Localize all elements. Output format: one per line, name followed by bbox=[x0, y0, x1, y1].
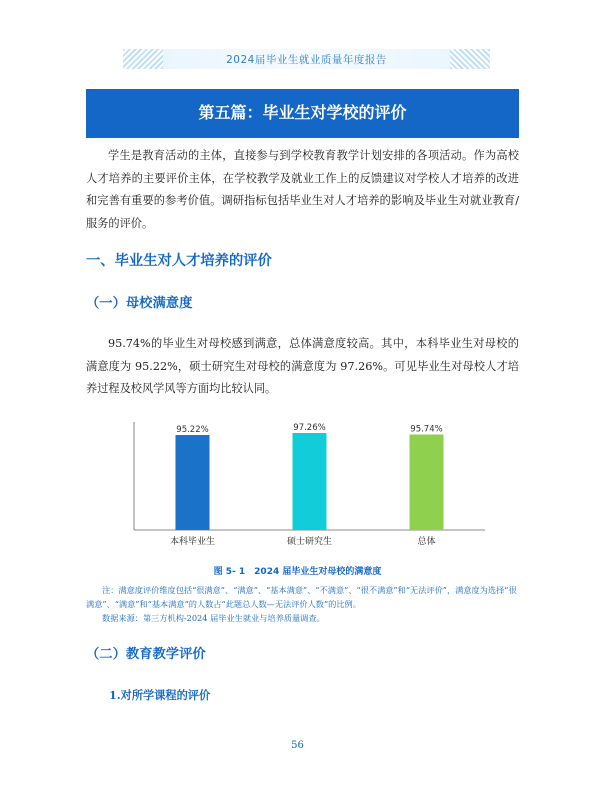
satisfaction-paragraph: 95.74%的毕业生对母校感到满意，总体满意度较高。其中，本科毕业生对母校的满意度为 95.22%，硕士研究生对母校的满意度为 97.26%。可见毕业生对母校人才培养过程及校风学风等方面均比较认同。 bbox=[86, 337, 519, 395]
data-label-1: 97.26% bbox=[293, 423, 326, 433]
category-label-0: 本科毕业生 bbox=[169, 537, 216, 547]
bar-2 bbox=[410, 435, 444, 530]
subsubsection-heading-courses: 1.对所学课程的评价 bbox=[109, 688, 211, 702]
chapter-title: 第五篇：毕业生对学校的评价 bbox=[198, 103, 407, 122]
header-title: 2024届毕业生就业质量年度报告 bbox=[226, 54, 387, 66]
category-label-1: 硕士研究生 bbox=[286, 537, 333, 547]
chart-caption: 图 5- 1 2024 届毕业生对母校的满意度 bbox=[213, 567, 382, 577]
category-label-2: 总体 bbox=[417, 537, 436, 547]
section-heading: 一、毕业生对人才培养的评价 bbox=[86, 253, 272, 269]
data-source-note: 数据来源：第三方机构-2024 届毕业生就业与培养质量调查。 bbox=[102, 613, 325, 623]
subsection-heading-satisfaction: （一）母校满意度 bbox=[86, 296, 193, 311]
bar-1 bbox=[293, 433, 327, 530]
intro-paragraph: 学生是教育活动的主体，直接参与到学校教育教学计划安排的各项活动。作为高校人才培养的主要评价主体，在学校教学及就业工作上的反馈建议对学校人才培养的改进和完善有重要的参考价值。调研指标包括毕业生对人才培养的影响及毕业生对就业教育/服务的评价。 bbox=[86, 149, 519, 230]
chart-note: 注：满意度评价维度包括“很满意”、“满意”、“基本满意”、“不满意”、“很不满意”和“无法评价”，满意度为选择“很满意”、“满意”和“基本满意”的人数占“此题总人数—无法评价人数”的比例。 bbox=[86, 585, 517, 609]
page-number: 56 bbox=[291, 740, 304, 751]
bar-0 bbox=[176, 435, 210, 530]
data-label-2: 95.74% bbox=[410, 424, 443, 435]
data-label-0: 95.22% bbox=[176, 425, 209, 436]
subsection-heading-teaching: （二）教育教学评价 bbox=[86, 647, 206, 662]
